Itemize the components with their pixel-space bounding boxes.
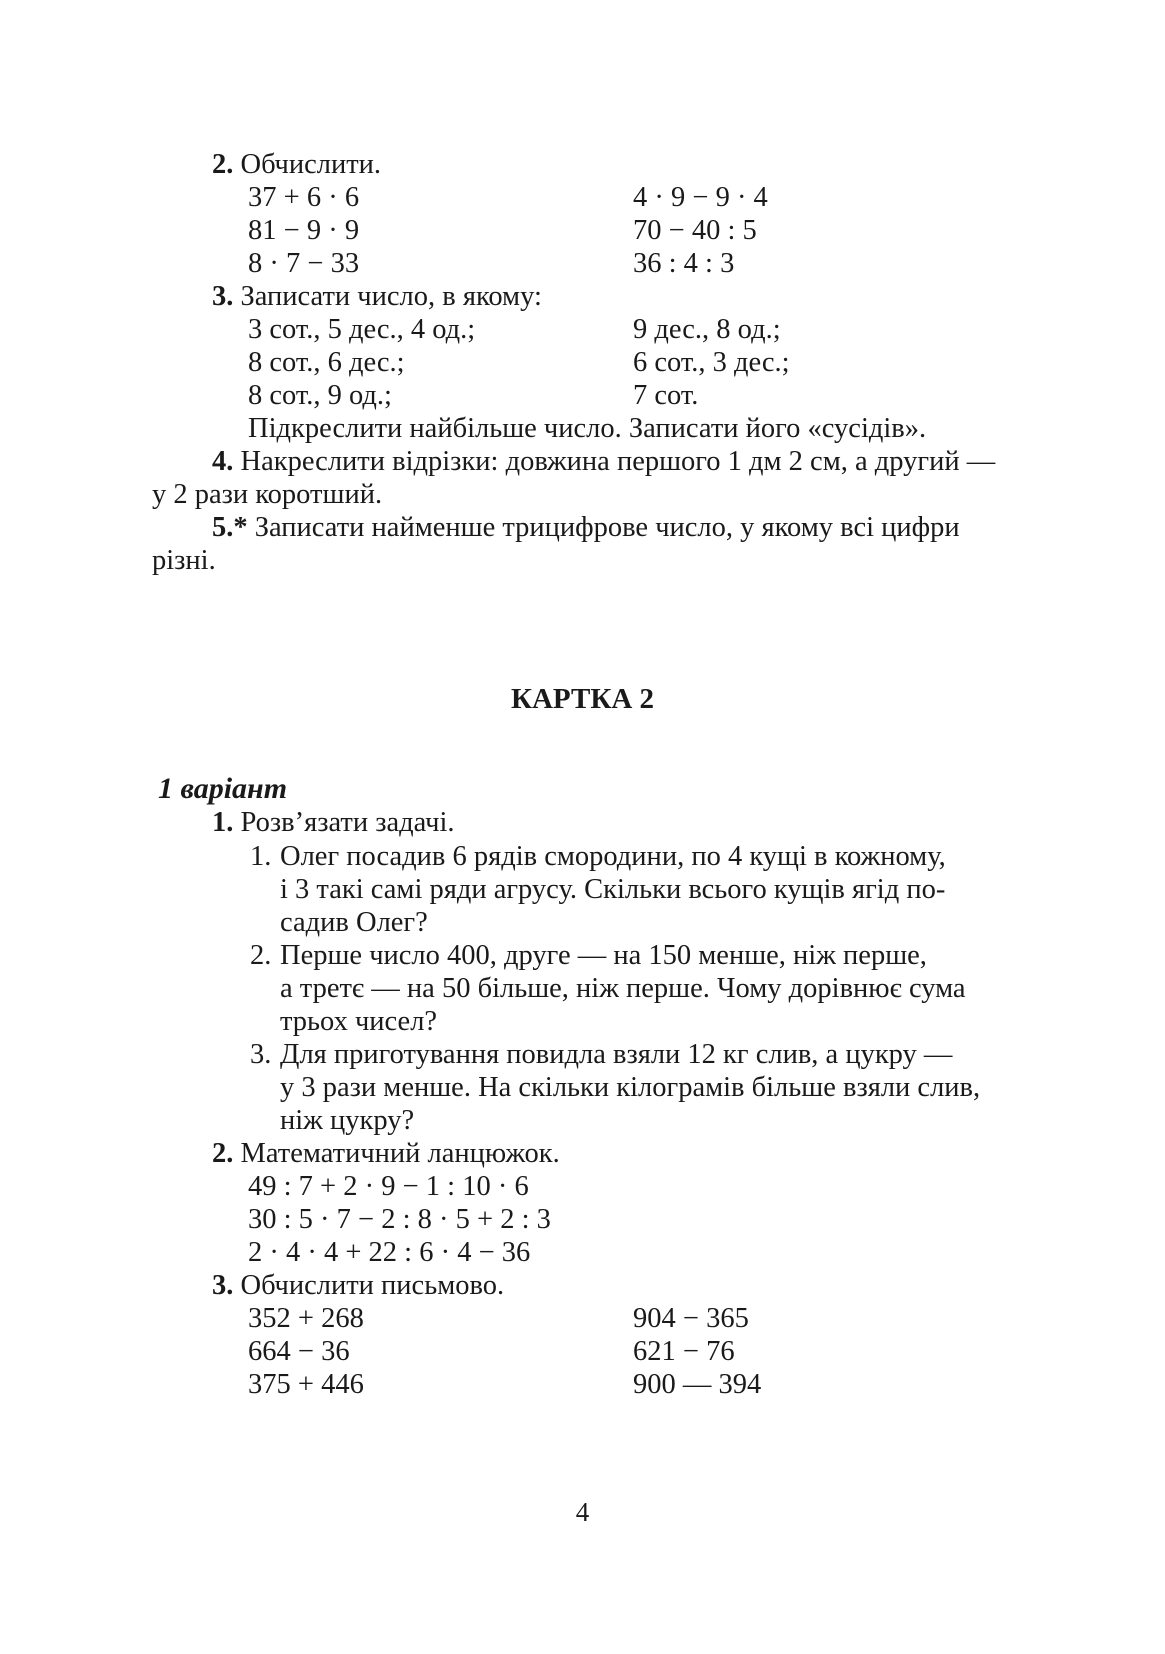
task-number: 1. <box>212 807 234 838</box>
task-text: Обчислити письмово. <box>240 1270 505 1301</box>
task-number: 2. <box>212 1138 234 1169</box>
expression: 4 · 9 − 9 · 4 <box>633 182 768 213</box>
task-5-line <box>212 511 960 545</box>
number-description: 3 сот., 5 дес., 4 од.; <box>248 314 476 345</box>
problem-line: ніж цукру? <box>280 1105 415 1136</box>
task-number: 2. <box>212 149 234 180</box>
problem-line: Олег посадив 6 рядів смородини, по 4 кущі в кожному, <box>280 841 946 872</box>
written-calculation: 664 − 36 <box>248 1336 350 1367</box>
written-calculation: 904 − 365 <box>633 1303 749 1334</box>
task-number: 3. <box>212 1270 234 1301</box>
written-calculation: 900 — 394 <box>633 1369 762 1400</box>
written-calculation: 375 + 446 <box>248 1369 364 1400</box>
number-description: 9 дес., 8 од.; <box>633 314 781 345</box>
task-number: 4. <box>212 446 234 477</box>
problem-line: садив Олег? <box>280 907 428 938</box>
number-description: 6 сот., 3 дес.; <box>633 347 790 378</box>
problem-line: у 3 рази менше. На скільки кілограмів більше взяли слив, <box>280 1072 981 1103</box>
written-calculation: 352 + 268 <box>248 1303 364 1334</box>
task-4-first-line <box>212 445 995 479</box>
task-note: Підкреслити найбільше число. Записати його «сусідів». <box>248 413 927 444</box>
expression: 70 − 40 : 5 <box>633 215 757 246</box>
chain-expression: 49 : 7 + 2 · 9 − 1 : 10 · 6 <box>248 1171 529 1202</box>
card-title: КАРТКА 2 <box>510 683 655 715</box>
task-number: 5.* <box>212 512 248 543</box>
task-number: 3. <box>212 281 234 312</box>
task-text: Математичний ланцюжок. <box>240 1138 560 1169</box>
number-description: 7 сот. <box>633 380 699 411</box>
task-text: Записати найменше трицифрове число, у якому всі цифри <box>254 512 960 543</box>
expression: 36 : 4 : 3 <box>633 248 735 279</box>
task-2-heading <box>212 148 381 182</box>
chain-expression: 2 · 4 · 4 + 22 : 6 · 4 − 36 <box>248 1237 531 1268</box>
problem-number: 1. <box>250 841 272 872</box>
problem-number: 2. <box>250 940 272 971</box>
task-3-heading <box>212 280 542 314</box>
variant-heading: 1 варіант <box>158 772 288 805</box>
problem-line: Для приготування повидла взяли 12 кг слив, а цукру — <box>280 1039 953 1070</box>
task-5-continuation: різні. <box>152 545 216 576</box>
problem-line: і 3 такі самі ряди агрусу. Скільки всього кущів ягід по- <box>280 874 946 905</box>
card-task-2-heading <box>212 1137 560 1171</box>
expression: 37 + 6 · 6 <box>248 182 360 213</box>
expression: 8 · 7 − 33 <box>248 248 360 279</box>
task-4-continuation: у 2 рази коротший. <box>152 479 383 510</box>
written-calculation: 621 − 76 <box>633 1336 735 1367</box>
number-description: 8 сот., 9 од.; <box>248 380 392 411</box>
task-text: Розв’язати задачі. <box>240 807 455 838</box>
page-number: 4 <box>575 1497 590 1527</box>
number-description: 8 сот., 6 дес.; <box>248 347 405 378</box>
problem-line: а третє — на 50 більше, ніж перше. Чому дорівнює сума <box>280 973 966 1004</box>
card-task-3-heading <box>212 1269 504 1303</box>
chain-expression: 30 : 5 · 7 − 2 : 8 · 5 + 2 : 3 <box>248 1204 551 1235</box>
expression: 81 − 9 · 9 <box>248 215 360 246</box>
problem-line: трьох чисел? <box>280 1006 438 1037</box>
problem-line: Перше число 400, друге — на 150 менше, ніж перше, <box>280 940 927 971</box>
problem-number: 3. <box>250 1039 272 1070</box>
task-text: Обчислити. <box>240 149 382 180</box>
task-text: Записати число, в якому: <box>240 281 542 312</box>
card-task-1-heading <box>212 806 455 840</box>
task-text: Накреслити відрізки: довжина першого 1 дм 2 см, а другий — <box>240 446 996 477</box>
task-4-line <box>212 445 1024 479</box>
